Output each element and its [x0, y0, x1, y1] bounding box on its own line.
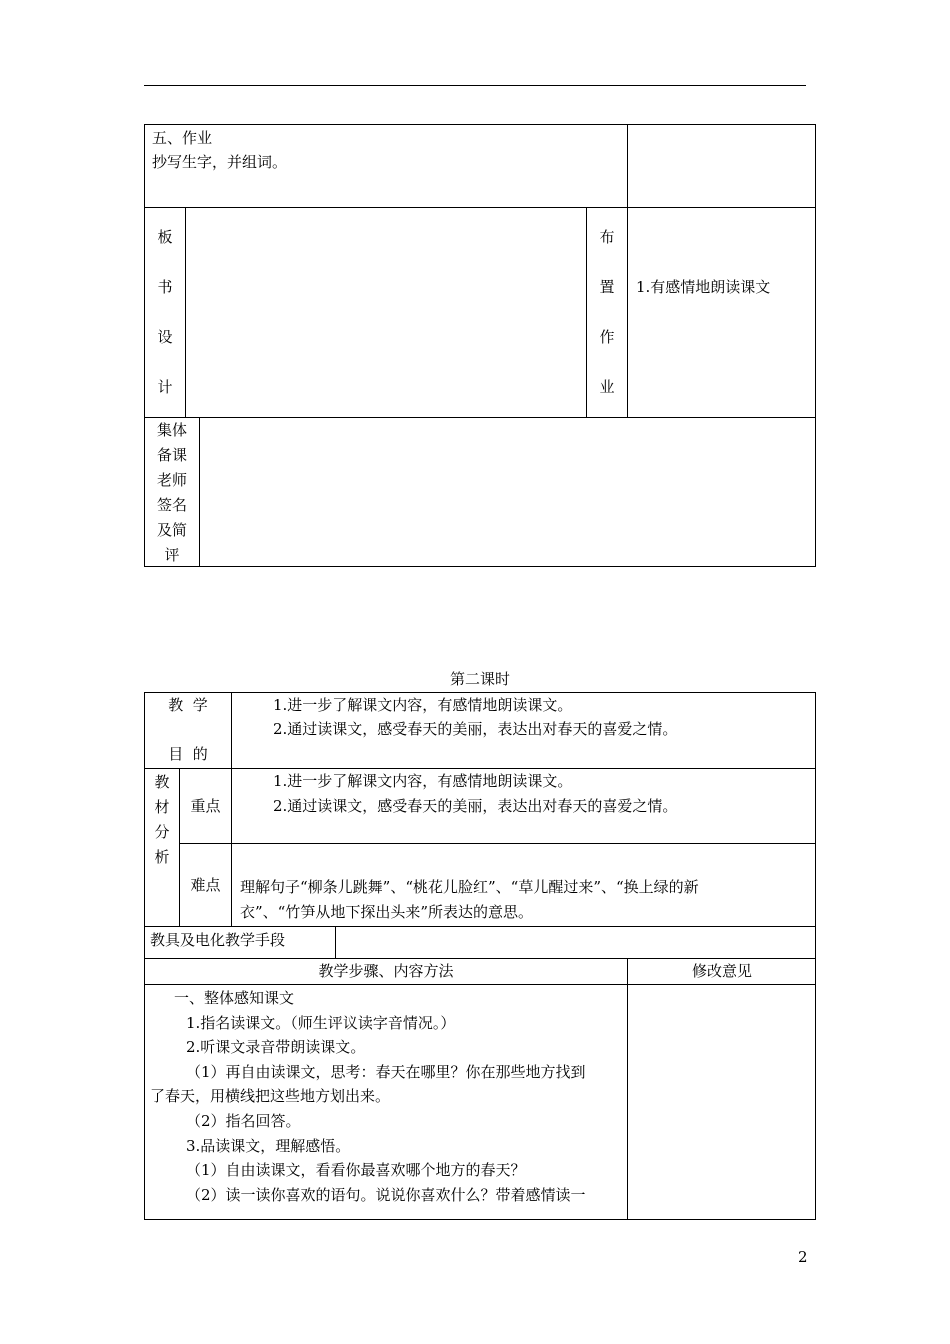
step-line: 3.品读课文，理解感悟。 — [186, 1137, 351, 1155]
analysis-label: 教 材 分 析 — [154, 773, 170, 866]
step-line: 一、整体感知课文 — [174, 989, 295, 1007]
goal-1: 1.进一步了解课文内容，有感情地朗读课文。 — [273, 696, 573, 714]
difficult-label: 难点 — [190, 876, 221, 894]
assign-label: 布 置 作 业 — [599, 228, 615, 396]
step-line: 2.听课文录音带朗读课文。 — [186, 1038, 366, 1056]
board-design-label: 板 书 设 计 — [157, 228, 173, 396]
step-line: 1.指名读课文。（师生评议读字音情况。） — [186, 1014, 456, 1032]
step-line: （1）再自由读课文，思考：春天在哪里？你在那些地方找到 — [186, 1063, 586, 1081]
steps-header: 教学步骤、内容方法 — [318, 962, 454, 980]
revise-header: 修改意见 — [691, 962, 752, 980]
step-line: （2）读一读你喜欢的语句。说说你喜欢什么？带着感情读一 — [186, 1186, 586, 1204]
difficult-line-2: 衣”、“竹笋从地下探出头来”所表达的意思。 — [240, 903, 534, 921]
step-line: （1）自由读课文，看看你最喜欢哪个地方的春天？ — [186, 1161, 526, 1179]
assign-text: 1.有感情地朗读课文 — [636, 278, 771, 296]
goal-2: 2.通过读课文，感受春天的美丽，表达出对春天的喜爱之情。 — [273, 720, 678, 738]
page-number: 2 — [798, 1248, 808, 1266]
tools-label: 教具及电化教学手段 — [150, 931, 286, 949]
homework-heading: 五、作业 — [152, 129, 213, 147]
header-rule — [144, 85, 806, 86]
collective-label: 集体 备课 老师 签名 及简 评 — [156, 421, 187, 564]
step-line: 了春天，用横线把这些地方划出来。 — [150, 1087, 391, 1105]
goals-label-bottom: 目 的 — [168, 745, 208, 763]
board-design-area — [186, 208, 586, 417]
key-point-1: 1.进一步了解课文内容，有感情地朗读课文。 — [273, 772, 573, 790]
step-line: （2）指名回答。 — [186, 1112, 301, 1130]
difficult-line-1: 理解句子“柳条儿跳舞”、“桃花儿脸红”、“草儿醒过来”、“换上绿的新 — [240, 878, 699, 896]
key-label: 重点 — [190, 797, 221, 815]
homework-text: 抄写生字，并组词。 — [152, 153, 288, 171]
key-point-2: 2.通过读课文，感受春天的美丽，表达出对春天的喜爱之情。 — [273, 797, 678, 815]
lesson-title: 第二课时 — [449, 670, 510, 688]
goals-label-top: 教 学 — [168, 696, 208, 714]
